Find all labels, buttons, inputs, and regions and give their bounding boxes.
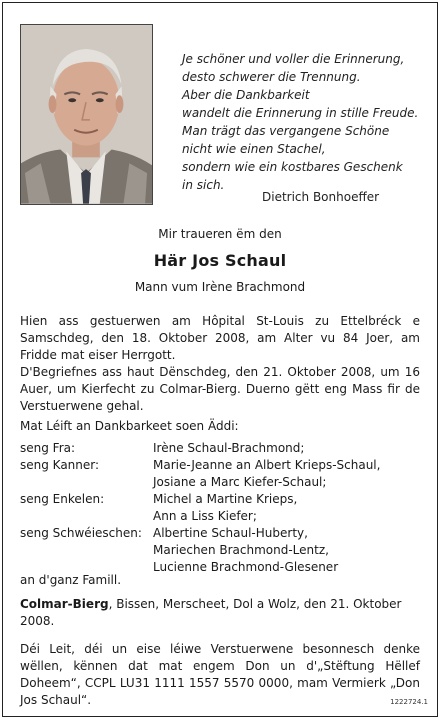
family-label: seng Fra: xyxy=(20,441,76,455)
poem-line: nicht wie einen Stachel, xyxy=(182,142,326,156)
spouse-line: Mann vum Irène Brachmond xyxy=(134,280,306,294)
donation-paragraph: Déi Leit, déi un eise léiwe Verstuerwene besonnesch denke wëllen, kënnen dat mat engem Don un d'„Stëftung Hëllef Doheem“, CCPL LU31 1111 1557 5570 0000, mam Vermierk „Don Jos Schaul“. xyxy=(20,642,420,707)
poem-line: wandelt die Erinnerung in stille Freude. xyxy=(182,106,419,120)
place-date-line xyxy=(20,596,420,630)
family-member: Albertine Schaul-Huberty, xyxy=(153,526,308,540)
intro-text: Mir traueren ëm den xyxy=(158,227,282,241)
family-member: Lucienne Brachmond-Glesener xyxy=(153,560,339,574)
portrait-photo xyxy=(20,24,153,205)
place-name: Colmar-Bierg xyxy=(20,597,109,611)
farewell-paragraph: Mat Léift an Dankbarkeet soen Äddi: xyxy=(20,419,239,433)
portrait-illustration xyxy=(21,25,152,204)
family-member: Irène Schaul-Brachmond; xyxy=(153,441,305,455)
family-member: Ann a Liss Kiefer; xyxy=(153,509,257,523)
family-label: seng Kanner: xyxy=(20,458,100,472)
family-member: Mariechen Brachmond-Lentz, xyxy=(153,543,329,557)
poem-author: Dietrich Bonhoeffer xyxy=(262,190,380,204)
poem-line: Aber die Dankbarkeit xyxy=(182,88,310,102)
place-rest: , Bissen, Merscheet, Dol a Wolz, den 21. Oktober 2008. xyxy=(20,597,402,628)
closing-line: an d'ganz Famill. xyxy=(20,573,122,587)
family-member: Marie-Jeanne an Albert Krieps-Schaul, xyxy=(153,458,381,472)
family-label: seng Schwéieschen: xyxy=(20,526,142,540)
family-member: Michel a Martine Krieps, xyxy=(153,492,298,506)
family-label: seng Enkelen: xyxy=(20,492,105,506)
poem-line: sondern wie ein kostbares Geschenk xyxy=(182,160,403,174)
deceased-name: Här Jos Schaul xyxy=(153,251,287,270)
death-paragraph: Hien ass gestuerwen am Hôpital St-Louis zu Ettelbréck e Samschdeg, den 18. Oktober 2008, am Alter vu 84 Joer, am Fridde mat eiser Herrgott. xyxy=(20,314,420,362)
poem-line: in sich. xyxy=(182,178,225,192)
reference-number: 1222724.1 xyxy=(390,698,428,706)
poem-line: desto schwerer die Trennung. xyxy=(182,70,361,84)
funeral-paragraph: D'Begriefnes ass haut Dënschdeg, den 21. Oktober 2008, um 16 Auer, um Kierfecht zu Colmar-Bierg. Duerno gëtt eng Mass fir de Verstuerwene gehal. xyxy=(20,365,420,413)
poem-line: Je schöner und voller die Erinnerung, xyxy=(182,52,405,66)
family-member: Josiane a Marc Kiefer-Schaul; xyxy=(153,475,327,489)
poem xyxy=(182,50,422,194)
poem-line: Man trägt das vergangene Schöne xyxy=(182,124,390,138)
